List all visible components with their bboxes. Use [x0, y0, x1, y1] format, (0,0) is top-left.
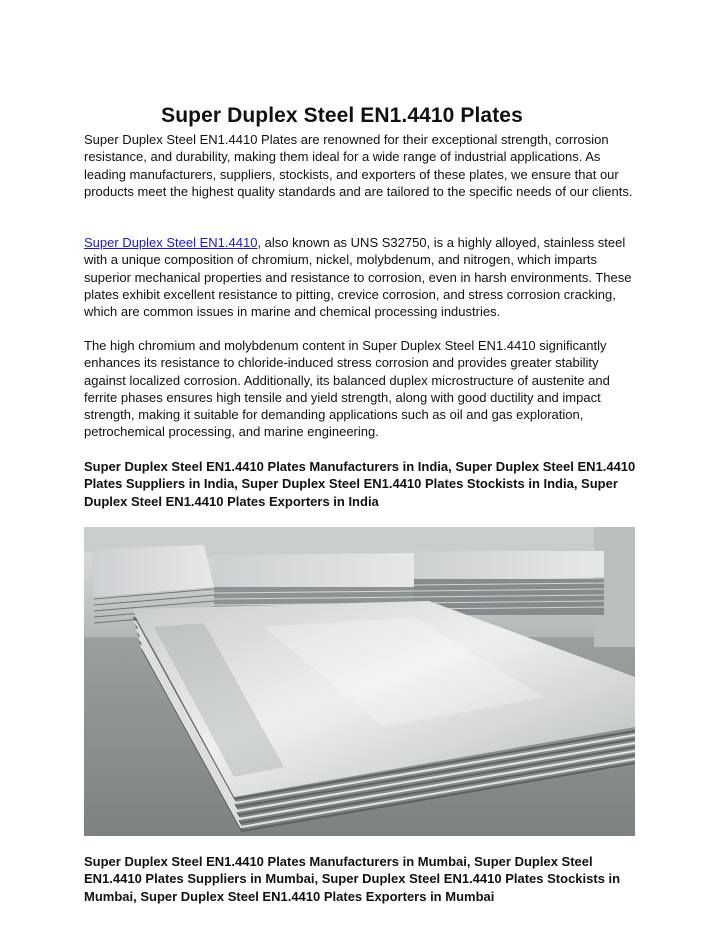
intro-paragraph: Super Duplex Steel EN1.4410 Plates are renowned for their exceptional strength, corrosion resistance, and durability, making them ideal for a wide range of industrial applications. As leading manufacturers, suppliers, stockists, and exporters of these plates, we ensure that our products meet the highest quality standards and are tailored to the specific needs of our clients. [84, 132, 633, 199]
heading-mumbai: Super Duplex Steel EN1.4410 Plates Manufacturers in Mumbai, Super Duplex Steel EN1.4410 Plates Suppliers in Mumbai, Super Duplex Steel EN1.4410 Plates Stockists in Mumbai, Super Duplex Steel EN1.4410 Plates Exporters in Mumbai [84, 854, 621, 904]
composition-paragraph: The high chromium and molybdenum content in Super Duplex Steel EN1.4410 significantly enhances its resistance to chloride-induced stress corrosion and provides greater stability against localized corrosion. Additionally, its balanced duplex microstructure of austenite and ferrite phases ensures high tensile and yield strength, along with good ductility and impact strength, making it suitable for demanding applications such as oil and gas exploration, petrochemical processing, and marine engineering. [84, 338, 610, 440]
description-text: , also known as UNS S32750, is a highly alloyed, stainless steel with a unique composition of chromium, nickel, molybdenum, and nitrogen, which imparts superior mechanical properties and resistance to corrosion, even in harsh environments. These plates exhibit excellent resistance to pitting, crevice corrosion, and stress corrosion cracking, which are common issues in marine and chemical processing industries. [84, 235, 632, 320]
steel-plates-photo [84, 527, 635, 836]
page-title: Super Duplex Steel EN1.4410 Plates [161, 104, 523, 127]
heading-india: Super Duplex Steel EN1.4410 Plates Manufacturers in India, Super Duplex Steel EN1.4410 Plates Suppliers in India, Super Duplex Steel EN1.4410 Plates Stockists in India, Super Duplex Steel EN1.4410 Plates Exporters in India [84, 459, 636, 509]
product-link[interactable]: Super Duplex Steel EN1.4410 [84, 235, 258, 250]
description-paragraph [84, 234, 640, 320]
